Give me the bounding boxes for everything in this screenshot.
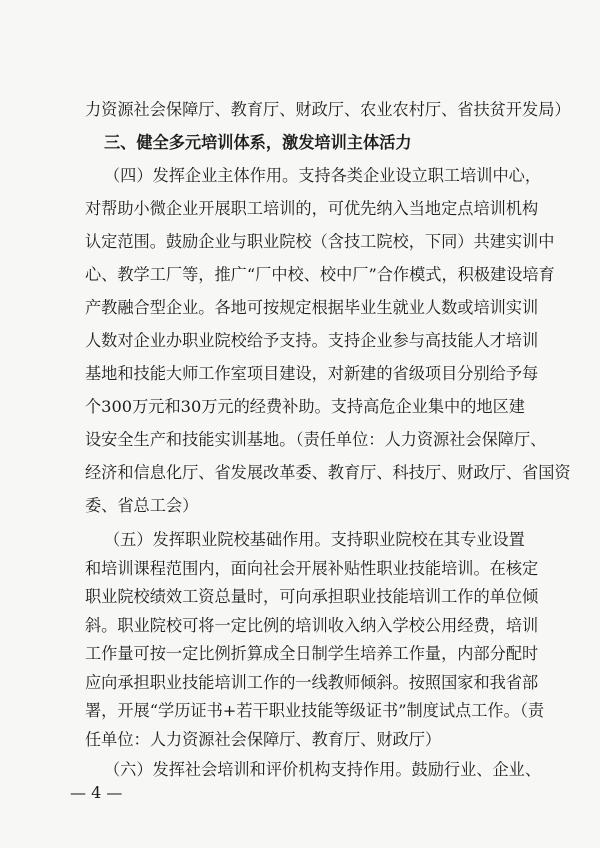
text-line: 工作量可按一定比例折算成全日制学生培养工作量，内部分配时 [85, 644, 539, 663]
text-line: 人数对企业办职业院校给予支持。支持企业参与高技能人才培训 [85, 331, 539, 350]
text-line: 心、教学工厂等，推广“厂中校、校中厂”合作模式，积极建设培育 [85, 265, 555, 284]
text-line: 任单位：人力资源社会保障厅、教育厅、财政厅） [85, 729, 442, 749]
text-line: （五）发挥职业院校基础作用。支持职业院校在其专业设置 [104, 530, 525, 549]
text-line: 设安全生产和技能实训基地。（责任单位：人力资源社会保障厅、 [85, 430, 547, 449]
text-line: 个300万元和30万元的经费补助。支持高危企业集中的地区建 [85, 397, 525, 416]
section-heading: 三、健全多元培训体系，激发培训主体活力 [104, 133, 412, 152]
text-line: 斜。职业院校可将一定比例的培训收入纳入学校公用经费，培训 [85, 615, 539, 635]
text-line: 应向承担职业技能培训工作的一线教师倾斜。按照国家和我省部 [85, 672, 539, 692]
text-line: 和培训课程范围内，面向社会开展补贴性职业技能培训。在核定 [85, 558, 539, 578]
text-line: 力资源社会保障厅、教育厅、财政厅、农业农村厅、省扶贫开发局） [85, 100, 571, 119]
text-line: （四）发挥企业主体作用。支持各类企业设立职工培训中心， [104, 166, 542, 185]
text-line: 产教融合型企业。各地可按规定根据毕业生就业人数或培训实训 [85, 298, 539, 317]
text-line: 委、省总工会） [85, 496, 199, 515]
text-line: 认定范围。鼓励企业与职业院校（含技工院校，下同）共建实训中 [85, 232, 555, 251]
text-line: 基地和技能大师工作室项目建设，对新建的省级项目分别给予每 [85, 364, 539, 383]
text-line: 对帮助小微企业开展职工培训的，可优先纳入当地定点培训机构 [85, 199, 539, 218]
text-line: （六）发挥社会培训和评价机构支持作用。鼓励行业、企业、 [104, 760, 542, 779]
text-line: 署，开展“学历证书+若干职业技能等级证书”制度试点工作。（责 [85, 701, 545, 720]
text-line: 职业院校绩效工资总量时，可向承担职业技能培训工作的单位倾 [85, 587, 539, 606]
text-line: 经济和信息化厅、省发展改革委、教育厅、科技厅、财政厅、省国资 [85, 463, 571, 482]
page-number: — 4 — [70, 783, 123, 802]
